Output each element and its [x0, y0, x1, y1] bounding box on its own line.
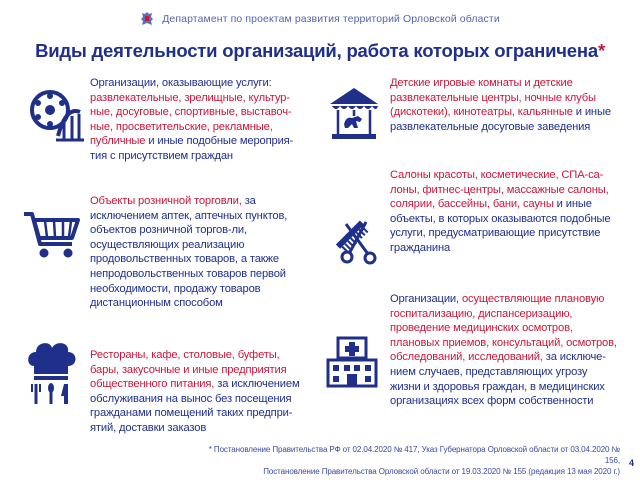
body-text: за исключе-нием случаев, представляющих угрозу жизни и здоровья граждан, в медицинских организациях всех форм собственности [390, 351, 606, 408]
block-medical-organizations [390, 292, 620, 409]
carousel-icon [328, 86, 380, 147]
body-text: за исключением аптек, аптечных пунктов, объектов розничной торгов-ли, осуществляющих реализацию продовольственных товаров, а также непродовольственных товаров первой необходимости, продажу товаров дистанционным способом [90, 195, 288, 310]
highlight-text: Детские игровые комнаты и детские развлекательные центры, ночные клубы (дискотеки), кинотеатры, кальянные [390, 77, 596, 119]
hospital-icon [324, 334, 380, 393]
coat-of-arms-icon [140, 11, 154, 27]
page-title [0, 40, 640, 62]
page-number: 4 [628, 458, 634, 468]
body-text: и иные подобные мероприя-тия с присутствием граждан [90, 135, 294, 162]
highlight-text: осуществляющие плановую госпитализацию, диспансеризацию, проведение медицинских осмотров, плановых приемов, консультаций, осмотров, обследований, исследований, [390, 293, 617, 364]
footnote-mark: * [597, 40, 605, 61]
body-text: Организации, [390, 293, 462, 305]
roller-coaster-icon [28, 86, 84, 147]
body-text: за исключением обслуживания на вынос без посещения гражданами помещений таких предпри-ятий, доставки заказов [90, 378, 300, 434]
comb-scissors-icon [330, 214, 380, 271]
body-text: Организации, оказывающие услуги: [90, 77, 272, 89]
chef-hat-cutlery-icon [24, 340, 78, 411]
block-entertainment-services [90, 76, 300, 164]
block-catering [90, 348, 306, 436]
highlight-text: развлекательные, зрелищные, культур-ные, досуговые, спортивные, выставоч-ные, просветительские, рекламные, публичные [90, 91, 292, 148]
highlight-text: Рестораны, кафе, столовые, буфеты, бары, закусочные и иные предприятия общественного питания, [90, 349, 287, 391]
footnote [200, 444, 620, 477]
footnote-line: * Постановление Правительства РФ от 02.04.2020 № 417, Указ Губернатора Орловской области от 03.04.2020 № 156, [208, 445, 620, 465]
highlight-text: Объекты розничной торговли, [90, 195, 242, 207]
page-title-text: Виды деятельности организаций, работа которых ограничена [35, 40, 598, 61]
body-text: и иные объекты, в которых оказываются подобные услуги, предусматривающие присутствие гражданина [390, 198, 611, 254]
footnote-line: Постановление Правительства Орловской области от 19.03.2020 № 155 (редакция 13 мая 2020 г.) [263, 467, 620, 476]
highlight-text: Салоны красоты, косметические, СПА-са-лоны, фитнес-центры, массажные салоны, солярии, бассейны, бани, сауны [390, 169, 609, 211]
page-header [0, 8, 640, 30]
header-text: Департамент по проектам развития территорий Орловской области [162, 13, 500, 25]
block-retail-stores [90, 194, 300, 311]
shopping-cart-icon [22, 210, 80, 265]
body-text: и иные развлекательные досуговые заведения [390, 106, 611, 133]
block-beauty-fitness [390, 168, 620, 256]
block-kids-entertainment-centers [390, 76, 620, 134]
